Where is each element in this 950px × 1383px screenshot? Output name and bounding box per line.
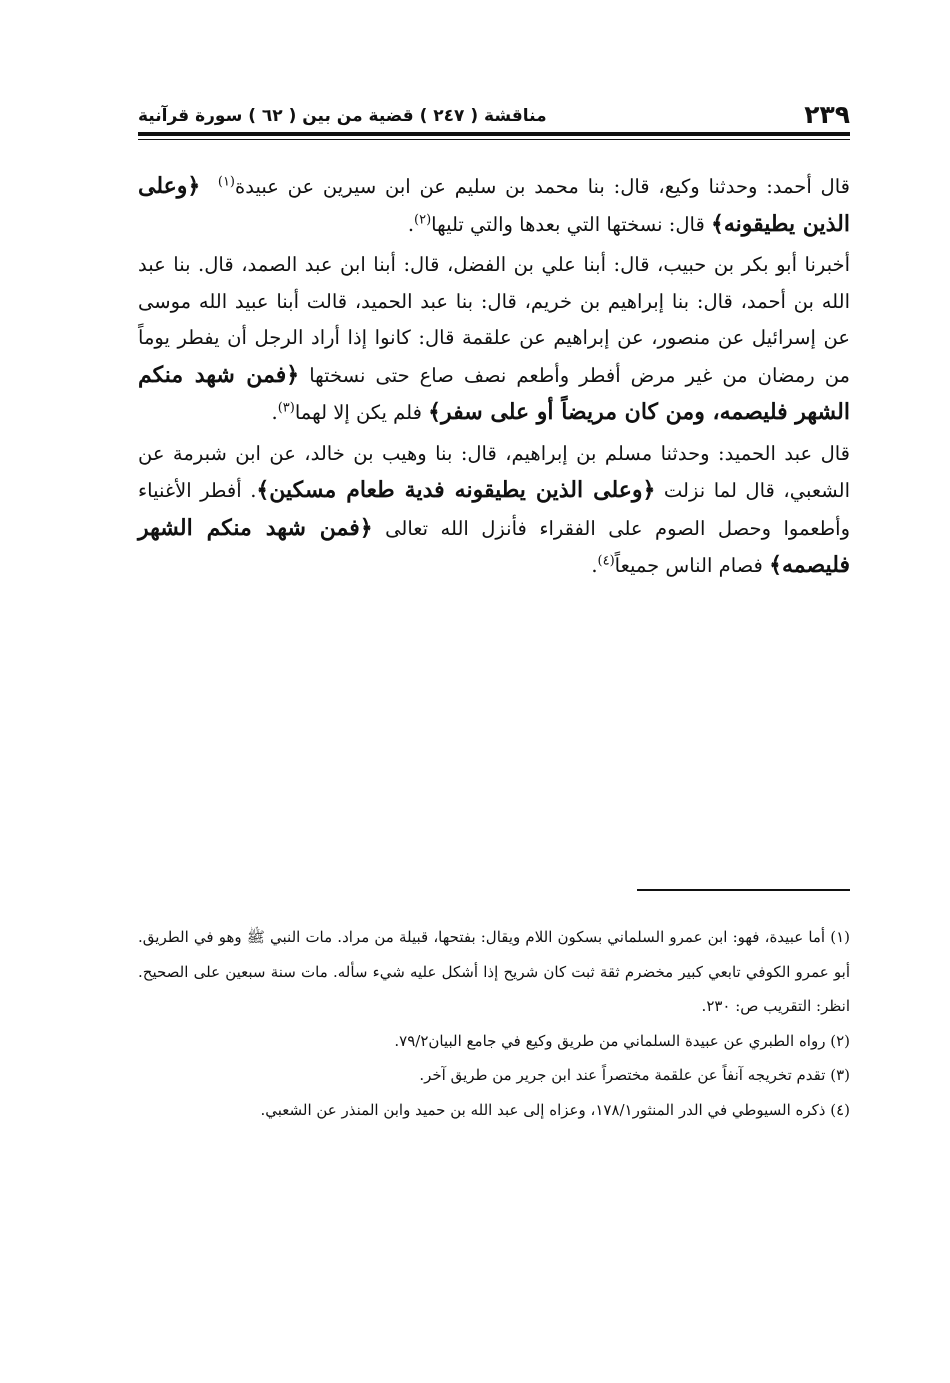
footnote-2: (٢) رواه الطبري عن عبيدة السلماني من طريق وكيع في جامع البيان٧٩/٢.	[394, 1031, 850, 1050]
footnote-3: (٣) تقدم تخريجه آنفاً عن علقمة مختصراً عند ابن جرير من طريق آخر.	[419, 1066, 850, 1084]
footnote-ref-1: (١)	[217, 174, 235, 190]
paragraph-1-text-a: قال أحمد: وحدثنا وكيع، قال: بنا محمد بن سليم عن ابن سيرين عن عبيدة	[235, 175, 850, 198]
footnotes	[138, 920, 850, 1127]
page-header	[138, 96, 850, 130]
footnote-ref-3: (٣)	[277, 400, 295, 416]
page-number: ٢٣٩	[804, 100, 850, 129]
paragraph-2-end: .	[271, 401, 278, 424]
footnote-ref-4: (٤)	[597, 553, 615, 569]
paragraph-1-end: .	[407, 212, 415, 236]
paragraph-2-text-b: فلم يكن إلا لهما	[294, 401, 429, 424]
quran-verse: ﴿وعلى الذين يطيقونه فدية طعام مسكين﴾	[256, 477, 656, 503]
paragraph-2	[138, 247, 850, 432]
footnote-1: (١) أما عبيدة، فهو: ابن عمرو السلماني بسكون اللام ويقال: بفتحها، قبيلة من مراد. مات النبي ﷺ وهو في الطريق. أبو عمرو الكوفي تابعي كبير مخضرم ثقة ثبت كان شريح إذا أشكل عليه شيء سأله. مات سنة سبعين على الصحيح. انظر: التقريب ص: ٢٣٠.	[138, 928, 850, 1015]
running-title: مناقشة ( ٢٤٧ ) قضية من بين ( ٦٢ ) سورة قرآنية	[138, 106, 547, 126]
header-rule-thin	[138, 139, 850, 140]
paragraph-3	[138, 436, 850, 585]
paragraph-3-text-b: . أفطر الأغنياء وأطعموا وحصل الصوم على الفقراء فأنزل الله تعالى	[138, 479, 850, 540]
footnote-4: (٤) ذكره السيوطي في الدر المنثور١٧٨/١، وعزاه إلى عبد الله بن حميد وابن المنذر عن الشعبي.	[260, 1100, 850, 1119]
paragraph-3-text-a: قال عبد الحميد: وحدثنا مسلم بن إبراهيم، قال: بنا وهيب بن خالد، عن ابن شبرمة عن الشعبي، قال لما نزلت	[138, 441, 850, 502]
quran-verse: ﴿فمن شهد منكم الشهر فليصمه، ومن كان مريضاً أو على سفر﴾	[138, 361, 850, 425]
paragraph-2-text-a: أخبرنا أبو بكر بن حبيب، قال: أبنا علي بن الفضل، قال: أبنا ابن عبد الصمد، قال. بنا عبد الله بن أحمد، قال: بنا إبراهيم بن خريم، قال: بنا عبد الحميد، قالت أبنا عبيد الله موسى عن إسرائيل عن منصور، عن إبراهيم عن علقمة قال: كانوا إذا أراد الرجل أن يفطر يوماً من رمضان من غير مرض أفطر وأطعم نصف صاع حتى نسختها	[138, 253, 850, 387]
paragraph-1-text-b: قال: نسختها التي بعدها والتي تليها	[431, 212, 711, 236]
main-text	[138, 168, 850, 589]
quran-verse: ﴿وعلى الذين يطيقونه﴾	[138, 173, 850, 237]
footnote-ref-2: (٢)	[414, 212, 432, 227]
quran-verse: ﴿فمن شهد منكم الشهر فليصمه﴾	[138, 514, 850, 578]
paragraph-3-end: .	[591, 554, 598, 577]
footnote-separator	[637, 889, 850, 891]
paragraph-1	[138, 168, 850, 243]
paragraph-3-text-c: فصام الناس جميعاً	[614, 554, 770, 577]
header-rule-thick	[138, 132, 850, 136]
